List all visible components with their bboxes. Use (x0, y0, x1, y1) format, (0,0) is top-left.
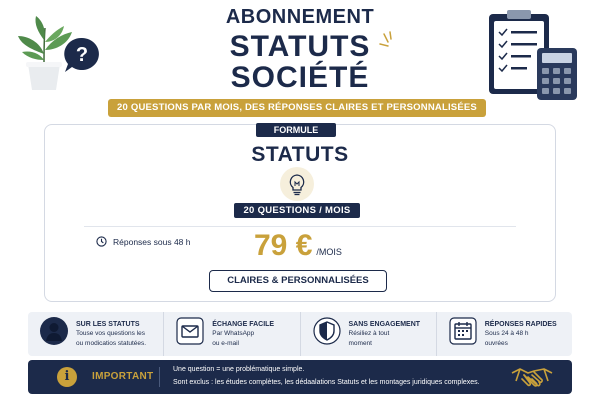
response-delay (96, 236, 191, 247)
feature-desc: Par WhatsApp (212, 330, 255, 337)
feature-desc: Touse vos questions les (76, 330, 146, 337)
feature-title: SANS ENGAGEMENT (348, 321, 421, 328)
important-separator (159, 367, 160, 387)
header-line-2: STATUTS (229, 30, 371, 63)
feature-item (164, 312, 300, 356)
lightbulb-icon (280, 167, 314, 201)
feature-title: RÉPONSES RAPIDES (484, 321, 557, 328)
important-notice (28, 360, 572, 394)
handshake-icon (510, 363, 554, 391)
important-line-1: Une question = une problématique simple. (173, 366, 305, 373)
feature-item (437, 312, 572, 356)
info-icon: i (57, 367, 77, 387)
header-line-3: SOCIÉTÉ (230, 61, 370, 94)
important-line-2: Sont exclus : les études complètes, les dédaalations Statuts et les montages juridiques complexes. (173, 379, 480, 386)
clock-icon (96, 236, 107, 247)
feature-desc: Résiliez à tout (348, 330, 390, 337)
feature-desc: ou e-mail (212, 340, 239, 347)
formule-tag: FORMULE (256, 123, 336, 137)
subtitle-banner: 20 QUESTIONS PAR MOIS, DES RÉPONSES CLAIRES ET PERSONNALISÉES (108, 99, 486, 117)
important-label: IMPORTANT (92, 371, 154, 382)
feature-title: SUR LES STATUTS (76, 321, 140, 328)
price (254, 229, 342, 263)
card-divider (84, 226, 516, 227)
feature-desc: ou modicatios statutées. (76, 340, 147, 347)
plan-name: STATUTS (251, 143, 349, 166)
response-delay-text: Réponses sous 48 h (113, 236, 191, 247)
quota-tag: 20 QUESTIONS / MOIS (234, 203, 360, 218)
price-amount: 79 € (254, 229, 313, 262)
feature-item (301, 312, 437, 356)
price-unit: /MOIS (316, 247, 342, 257)
feature-desc: ouvrées (484, 340, 508, 347)
feature-title: ÉCHANGE FACILE (212, 321, 275, 328)
person-icon (40, 317, 68, 345)
envelope-icon (176, 317, 204, 345)
shield-check-icon (313, 317, 341, 345)
feature-desc: moment (348, 340, 372, 347)
claires-personnalisees-button[interactable]: CLAIRES & PERSONNALISÉES (209, 270, 387, 292)
feature-desc: Sous 24 à 48 h (484, 330, 529, 337)
header-line-1: ABONNEMENT (225, 6, 375, 28)
feature-item (28, 312, 164, 356)
svg-text:?: ? (75, 44, 89, 66)
features-strip (28, 312, 572, 356)
calendar-icon (449, 317, 477, 345)
